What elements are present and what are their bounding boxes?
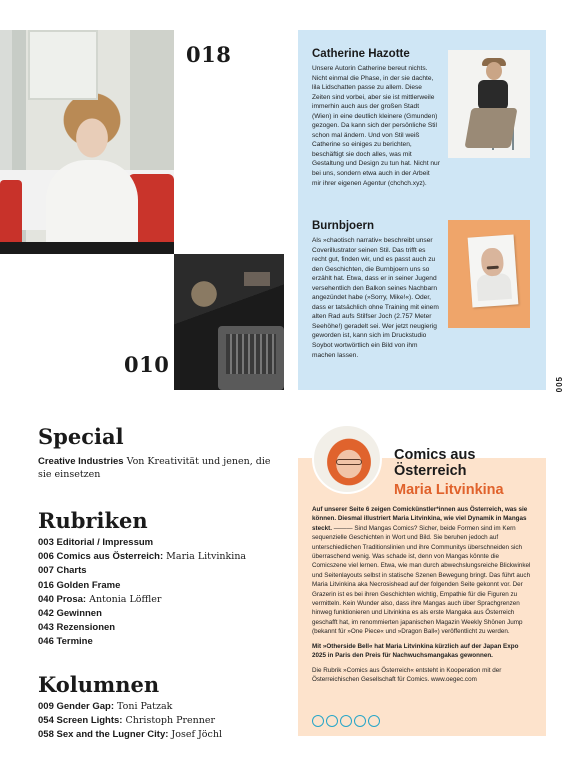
bio-name: Catherine Hazotte [312,48,410,60]
section-title-rubriken: Rubriken [38,508,148,533]
toc-item-label: 046 Termine [38,636,93,648]
toc-item-author: Maria Litvinkina [163,551,247,563]
logo-ring [340,715,352,727]
bio-name: Burnbjoern [312,220,374,232]
toc-item[interactable] [38,714,222,728]
logo-ring [312,715,324,727]
photo-screen [244,272,270,286]
comics-body-paragraph [312,505,534,637]
comics-body: ——— Sind Mangas Comics? Sicher, beide Formen sind im Kern sequenzielle Geschichten in Wort und Bild. Sie beruhen jedoch auf unterschiedlichen Traditionslinien und ihre Communitys überschneiden sich überraschend wenig. Was schade ist, denn von Mangas könnte die Comicszene viel lernen. Etwa, wie man durch abwechslungsreiche Blickwinkel und Seitenlayouts selbst in statische Szenen Bewegung bringt. Das führt auch Maria Litvinkina aka Necrosishead auf der folgenden Seite gekonnt vor. Der Grazerin ist es bei ihren Geschichten wichtig, Empathie für die Figuren zu vermitteln. Kein Wunder also, dass ihre Mangas auch über Sprachgrenzen hinweg funktionieren und Litvinkina es als erste Mangaka aus Österreich geschafft hat, im renommierten japanischen Magazin Weekly Shōnen Jump (bekannt für »One Piece« und »Dragon Ball«) veröffentlicht zu werden. [312,524,531,636]
bio-burnbjoern [312,220,440,360]
toc-item-author: Josef Jöchl [168,729,222,741]
page-number: 005 [555,376,564,393]
comics-feature-title [394,447,475,479]
toc-item-label: 042 Gewinnen [38,608,102,620]
toc-item[interactable] [38,728,222,742]
avatar-glasses [336,459,362,465]
photo-shirt [46,160,138,254]
oegec-rings-logo-icon [312,715,380,727]
special-text: Von Kreativität und jenen, die sie einsetzen [38,456,271,480]
bio-text: Als »chaotisch narrativ« beschreibt unser Coverillustrator seinen Stil. Das trifft es recht gut, finden wir, und es passt auch zu den Geschichten, die Burnbjoern uns so erzählt hat. Etwa, dass er in seiner Jugend versehentlich den Balkon seines Nachbarn angezündet habe (»Sorry, Mike!«). Oder, dass er tatsächlich ohne Training mit einem alten Rad aufs Stilfser Joch (2.757 Meter Seehöhe!) geradelt sei. Wer jetzt neugierig geworden ist, kann sich im Druckstudio Soybot wortwörtlich ein Bild von ihm machen lassen. [312,237,439,359]
toc-item-author: Christoph Prenner [122,715,216,727]
toc-item[interactable] [38,536,246,550]
portrait-burnbjoern [448,220,530,328]
bio-text: Unsere Autorin Catherine bereut nichts. Nicht einmal die Phase, in der sie dachte, lila Lidschatten passe zu allem. Diese Zeiten sind vorbei, aber sie ist mittlerweile immerhin auch aus der großen Stadt (Wien) in eine deutlich kleinere (Gmunden) gezogen. Da kann sich der persönliche Stil schon mal ändern. Und von Stil weiß Catherine so einiges zu berichten, beschäftigt sie doch alles, was mit Gestaltung und Design zu tun hat. Nicht nur bei uns, sondern etwa auch in der Arbeit mir ihrer eigenen Agentur (chchch.xyz). [312,65,440,187]
special-lead: Creative Industries [38,456,124,467]
page-ref-number: 018 [186,42,232,67]
toc-item-label: 040 Prosa: [38,593,87,605]
rubriken-list [38,536,246,650]
toc-item-label: 003 Editorial / Impressum [38,537,154,548]
section-title-kolumnen: Kolumnen [38,672,160,697]
portrait-legs [464,108,517,148]
photo-window [28,30,98,100]
comics-feature-text [312,505,534,689]
toc-item[interactable] [38,621,246,635]
photo-sound-console [174,254,284,390]
kolumnen-list [38,700,222,743]
toc-item-label: 016 Golden Frame [38,579,121,591]
photo-table [0,242,174,254]
toc-item[interactable] [38,593,246,607]
portrait-catherine [448,50,530,158]
toc-item[interactable] [38,579,246,593]
toc-item-author: Toni Patzak [114,701,173,712]
portrait-tee [476,273,512,301]
photo-woman-on-phone [0,30,174,254]
bio-catherine [312,48,440,188]
toc-item[interactable] [38,607,246,621]
toc-item-label: 054 Screen Lights: [38,715,123,727]
toc-item-author: Antonia Löffler [86,593,162,605]
toc-item-label: 009 Gender Gap: [38,701,115,712]
toc-item-label: 058 Sex and the Lugner City: [38,729,169,741]
section-title-special: Special [38,424,124,449]
toc-item[interactable] [38,564,246,578]
comics-title-line: Comics aus [394,447,476,463]
logo-ring [368,715,380,727]
artist-avatar [312,424,382,494]
toc-item[interactable] [38,700,222,714]
photo-console [218,326,284,390]
comics-footer: Die Rubrik »Comics aus Österreich« entsteht in Kooperation mit der Österreichischen Gesellschaft für Comics. www.oegec.com [312,666,502,683]
toc-item[interactable] [38,635,246,649]
comics-award: Mit »Otherside Bell« hat Maria Litvinkina kürzlich auf der Japan Expo 2025 in Paris den Preis für Nachwuchsmangakas gewonnen. [312,642,519,660]
comics-artist-name: Maria Litvinkina [394,482,504,498]
comics-lead: Auf unserer Seite 6 zeigen Comickünstler*innen aus Österreich, was sie können. Diesmal illustriert Maria Litvinkina, wie viel Dynamik in Mangas steckt. [312,506,528,532]
comics-title-line: Österreich [394,463,467,479]
portrait-head [486,62,502,80]
page-ref-number: 010 [124,352,170,377]
portrait-body [478,80,508,110]
toc-item-label: 007 Charts [38,565,87,577]
logo-ring [326,715,338,727]
toc-item-label: 043 Rezensionen [38,622,116,634]
portrait-face [480,247,504,276]
contributors-panel [298,30,546,390]
special-description [38,455,278,481]
toc-item-label: 006 Comics aus Österreich: [38,551,164,563]
logo-ring [354,715,366,727]
toc-item[interactable] [38,550,246,564]
portrait-photo-card [468,234,519,307]
